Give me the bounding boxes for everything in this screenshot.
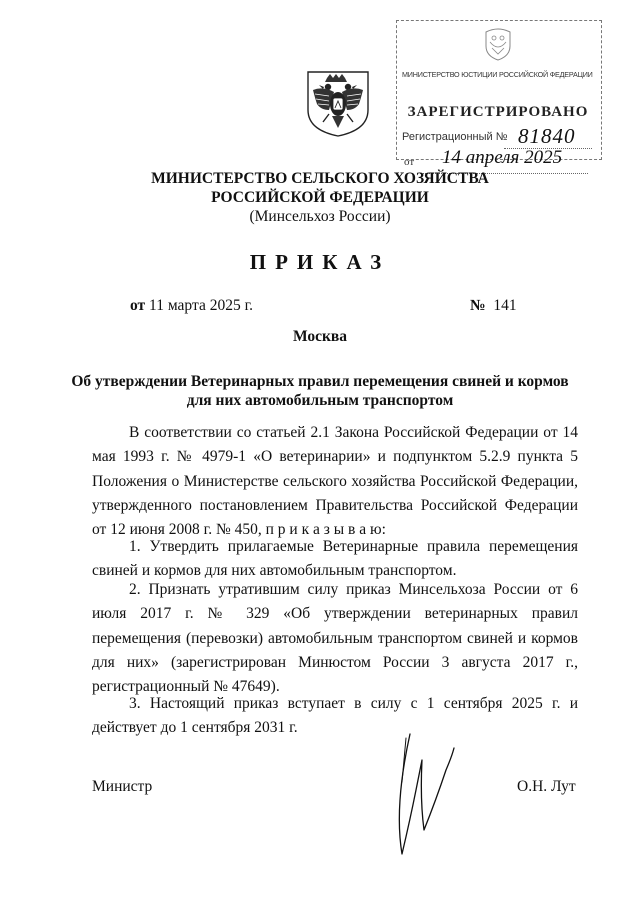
ministry-short-name: (Минсельхоз России): [249, 208, 391, 225]
preamble-paragraph: В соответствии со статьей 2.1 Закона Российской Федерации от 14 мая 1993 г. № 4979-1 «О ветеринарии» и подпунктом 5.2.9 пункта 5 Положения о Министерстве сельского хозяйства Российской Федерации, утвержденного постановлением Правительства Российской Федерации от 12 июня 2008 г. № 450, п р и к а з ы в а ю:: [92, 424, 578, 539]
order-date-value: 11 марта 2025 г.: [145, 297, 254, 314]
item-1-paragraph: 1. Утвердить прилагаемые Ветеринарные правила перемещения свиней и кормов для них автомобильным транспортом.: [92, 538, 578, 580]
ministry-name-line2: РОССИЙСКОЙ ФЕДЕРАЦИИ: [211, 189, 429, 206]
stamp-registered-text: ЗАРЕГИСТРИРОВАНО: [407, 104, 589, 120]
stamp-regnum-value: 81840: [518, 124, 576, 148]
order-number-prefix: №: [470, 297, 486, 314]
handwritten-signature: [380, 730, 460, 860]
subject-line1: Об утверждении Ветеринарных правил перемещения свиней и кормов: [71, 373, 569, 390]
stamp-ministry-text: МИНИСТЕРСТВО ЮСТИЦИИ РОССИЙСКОЙ ФЕДЕРАЦИИ: [402, 70, 593, 79]
registration-stamp: [396, 20, 602, 168]
order-date: [130, 297, 253, 315]
signer-role: Министр: [92, 778, 153, 795]
signer-name: О.Н. Лут: [517, 778, 576, 795]
order-date-prefix: от: [130, 297, 146, 314]
city: Москва: [292, 328, 348, 345]
order-number: [470, 297, 517, 315]
item-2-paragraph: 2. Признать утратившим силу приказ Минсельхоза России от 6 июля 2017 г. № 329 «Об утверждении ветеринарных правил перемещения (перевозки) автомобильным транспортом свиней и кормов для них» (зарегистрирован Минюстом России 3 августа 2017 г., регистрационный № 47649).: [92, 581, 578, 696]
order-number-value: 141: [485, 297, 517, 314]
stamp-from-label: от: [404, 156, 415, 168]
ministry-name-line1: МИНИСТЕРСТВО СЕЛЬСКОГО ХОЗЯЙСТВА: [151, 170, 489, 187]
coat-of-arms-icon: [303, 66, 373, 138]
item-3-paragraph: 3. Настоящий приказ вступает в силу с 1 сентября 2025 г. и действует до 1 сентября 2031 г.: [92, 695, 578, 737]
stamp-date-value: 14 апреля 2025: [442, 147, 563, 168]
stamp-emblem-icon: [480, 26, 516, 62]
subject-line2: для них автомобильным транспортом: [186, 392, 454, 409]
stamp-regnum-label: Регистрационный №: [402, 131, 508, 143]
order-title: ПРИКАЗ: [249, 250, 391, 274]
